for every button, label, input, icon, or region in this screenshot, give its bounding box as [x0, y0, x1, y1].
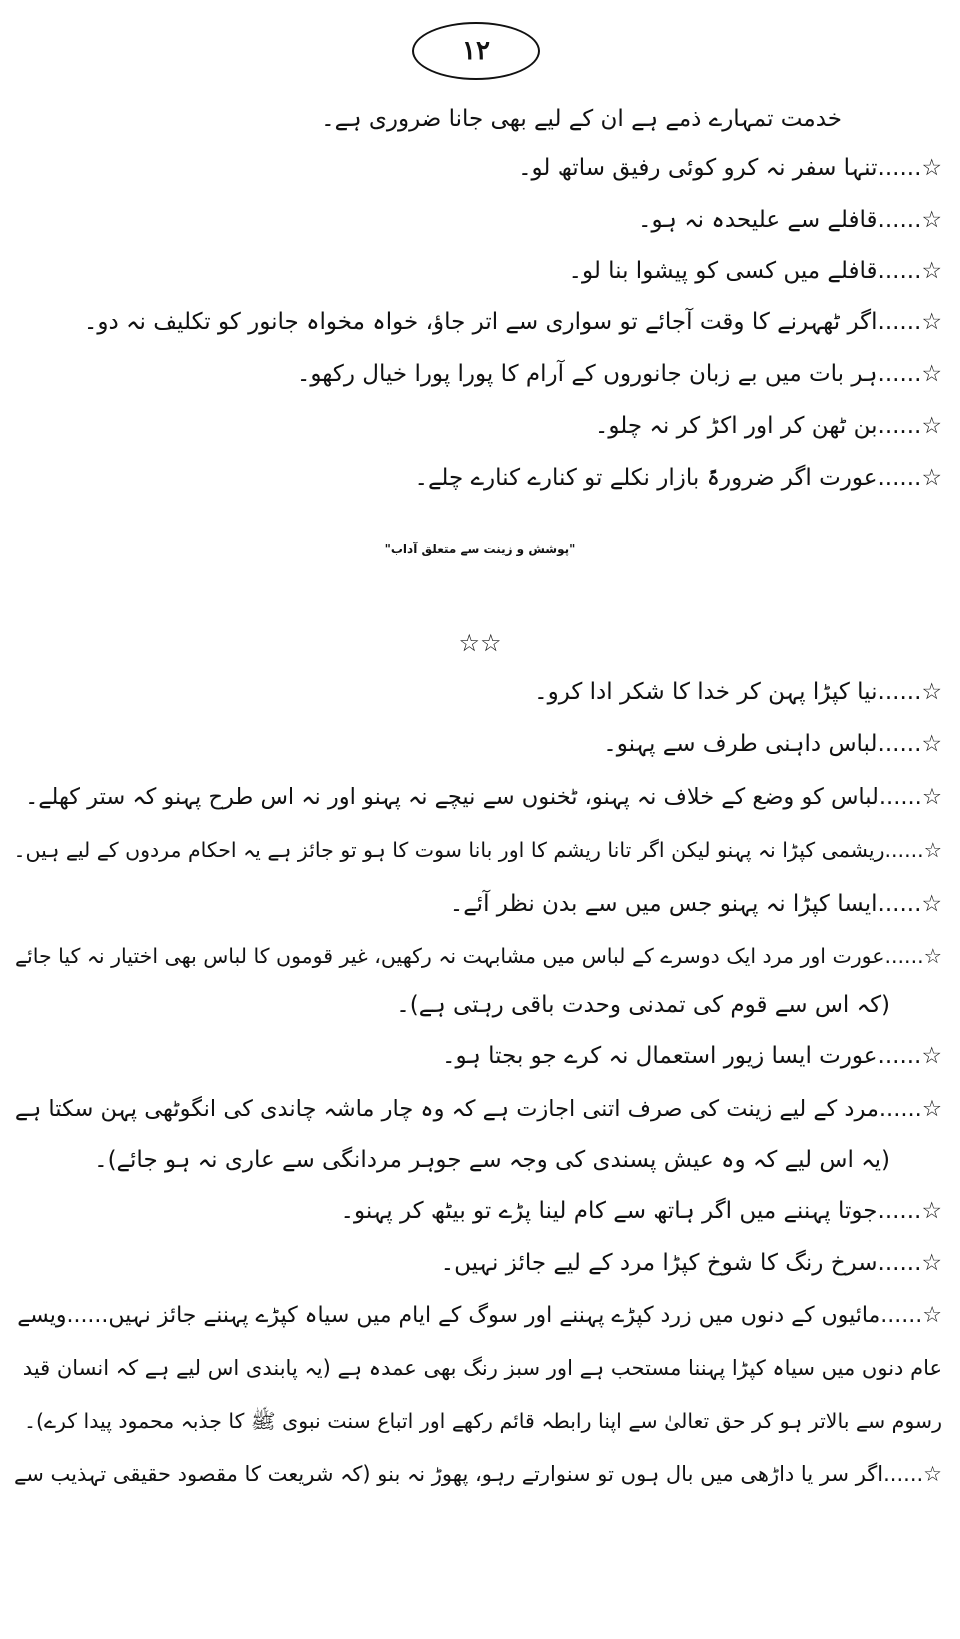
bullet-line: ☆......لباس کو وضع کے خلاف نہ پہنو، ٹخنوں سے نیچے نہ پہنو اور نہ اس طرح پہنو کہ ستر کھلے۔ [25, 784, 942, 810]
bullet-line: ☆......عورت اگر ضرورۃً بازار نکلے تو کنارے کنارے چلے۔ [414, 465, 942, 491]
text-line-continuation: خدمت تمہارے ذمے ہے ان کے لیے بھی جانا ضروری ہے۔ [321, 106, 842, 132]
bullet-line: ☆......ایسا کپڑا نہ پہنو جس میں سے بدن نظر آئے۔ [449, 891, 942, 917]
bullet-line: ☆......نیا کپڑا پہن کر خدا کا شکر ادا کرو۔ [534, 679, 942, 705]
bullet-line: ☆......جوتا پہننے میں اگر ہاتھ سے کام لینا پڑے تو بیٹھ کر پہنو۔ [340, 1198, 942, 1224]
bullet-line: ☆......ہر بات میں بے زبان جانوروں کے آرام کا پورا پورا خیال رکھو۔ [296, 361, 942, 387]
bullet-line: ☆......لباس داہنی طرف سے پہنو۔ [603, 731, 942, 757]
bullet-line: ☆......اگر سر یا داڑھی میں بال ہوں تو سنوارتے رہو، پھوڑ نہ بنو (کہ شریعت کا مقصود حقیقی تہذیب سے [13, 1462, 942, 1486]
bullet-line: ☆......عورت اور مرد ایک دوسرے کے لباس میں مشابہت نہ رکھیں، غیر قوموں کا لباس بھی اختیار نہ کیا جائے [15, 944, 942, 968]
bullet-line: ☆......قافلے میں کسی کو پیشوا بنا لو۔ [568, 258, 942, 284]
section-heading: "پوشش و زینت سے متعلق آداب" [384, 542, 576, 556]
bullet-line: ☆......تنہا سفر نہ کرو کوئی رفیق ساتھ لو۔ [518, 155, 942, 181]
bullet-line: ☆......عورت ایسا زیور استعمال نہ کرے جو بجتا ہو۔ [442, 1043, 942, 1069]
bullet-line: ☆......اگر ٹھہرنے کا وقت آجائے تو سواری سے اتر جاؤ، خواہ مخواہ جانور کو تکلیف نہ دو۔ [83, 309, 942, 335]
page-number-oval [412, 22, 540, 80]
page-number: ۱۲ [462, 36, 490, 66]
bullet-line: ☆......بن ٹھن کر اور اکڑ کر نہ چلو۔ [594, 413, 942, 439]
bullet-line: ☆......سرخ رنگ کا شوخ کپڑا مرد کے لیے جائز نہیں۔ [440, 1250, 942, 1276]
text-line-continuation: (کہ اس سے قوم کی تمدنی وحدت باقی رہتی ہے)۔ [396, 992, 890, 1018]
text-line-continuation: رسوم سے بالاتر ہو کر حق تعالیٰ سے اپنا رابطہ قائم رکھے اور اتباع سنت نبوی ﷺ کا جذبہ محمود پیدا کرے)۔ [23, 1409, 942, 1433]
text-line-continuation: عام دنوں میں سیاہ کپڑا پہننا مستحب ہے اور سبز رنگ بھی عمدہ ہے (یہ پابندی اس لیے ہے کہ انسان قید [22, 1356, 942, 1380]
star-divider: ☆☆ [458, 629, 502, 657]
bullet-line: ☆......مائیوں کے دنوں میں زرد کپڑے پہننے اور سوگ کے ایام میں سیاہ کپڑے پہننے جائز نہیں......ویسے [17, 1303, 942, 1328]
bullet-line: ☆......مرد کے لیے زینت کی صرف اتنی اجازت ہے کہ وہ چار ماشہ چاندی کی انگوٹھی پہن سکتا ہے [14, 1096, 942, 1122]
text-line-continuation: (یہ اس لیے کہ وہ عیش پسندی کی وجہ سے جوہر مردانگی سے عاری نہ ہو جائے)۔ [94, 1147, 890, 1173]
bullet-line: ☆......ریشمی کپڑا نہ پہنو لیکن اگر تانا ریشم کا اور بانا سوت کا ہو تو جائز ہے یہ احکام مردوں کے لیے ہیں۔ [13, 838, 942, 862]
bullet-line: ☆......قافلے سے علیحدہ نہ ہو۔ [638, 207, 942, 233]
